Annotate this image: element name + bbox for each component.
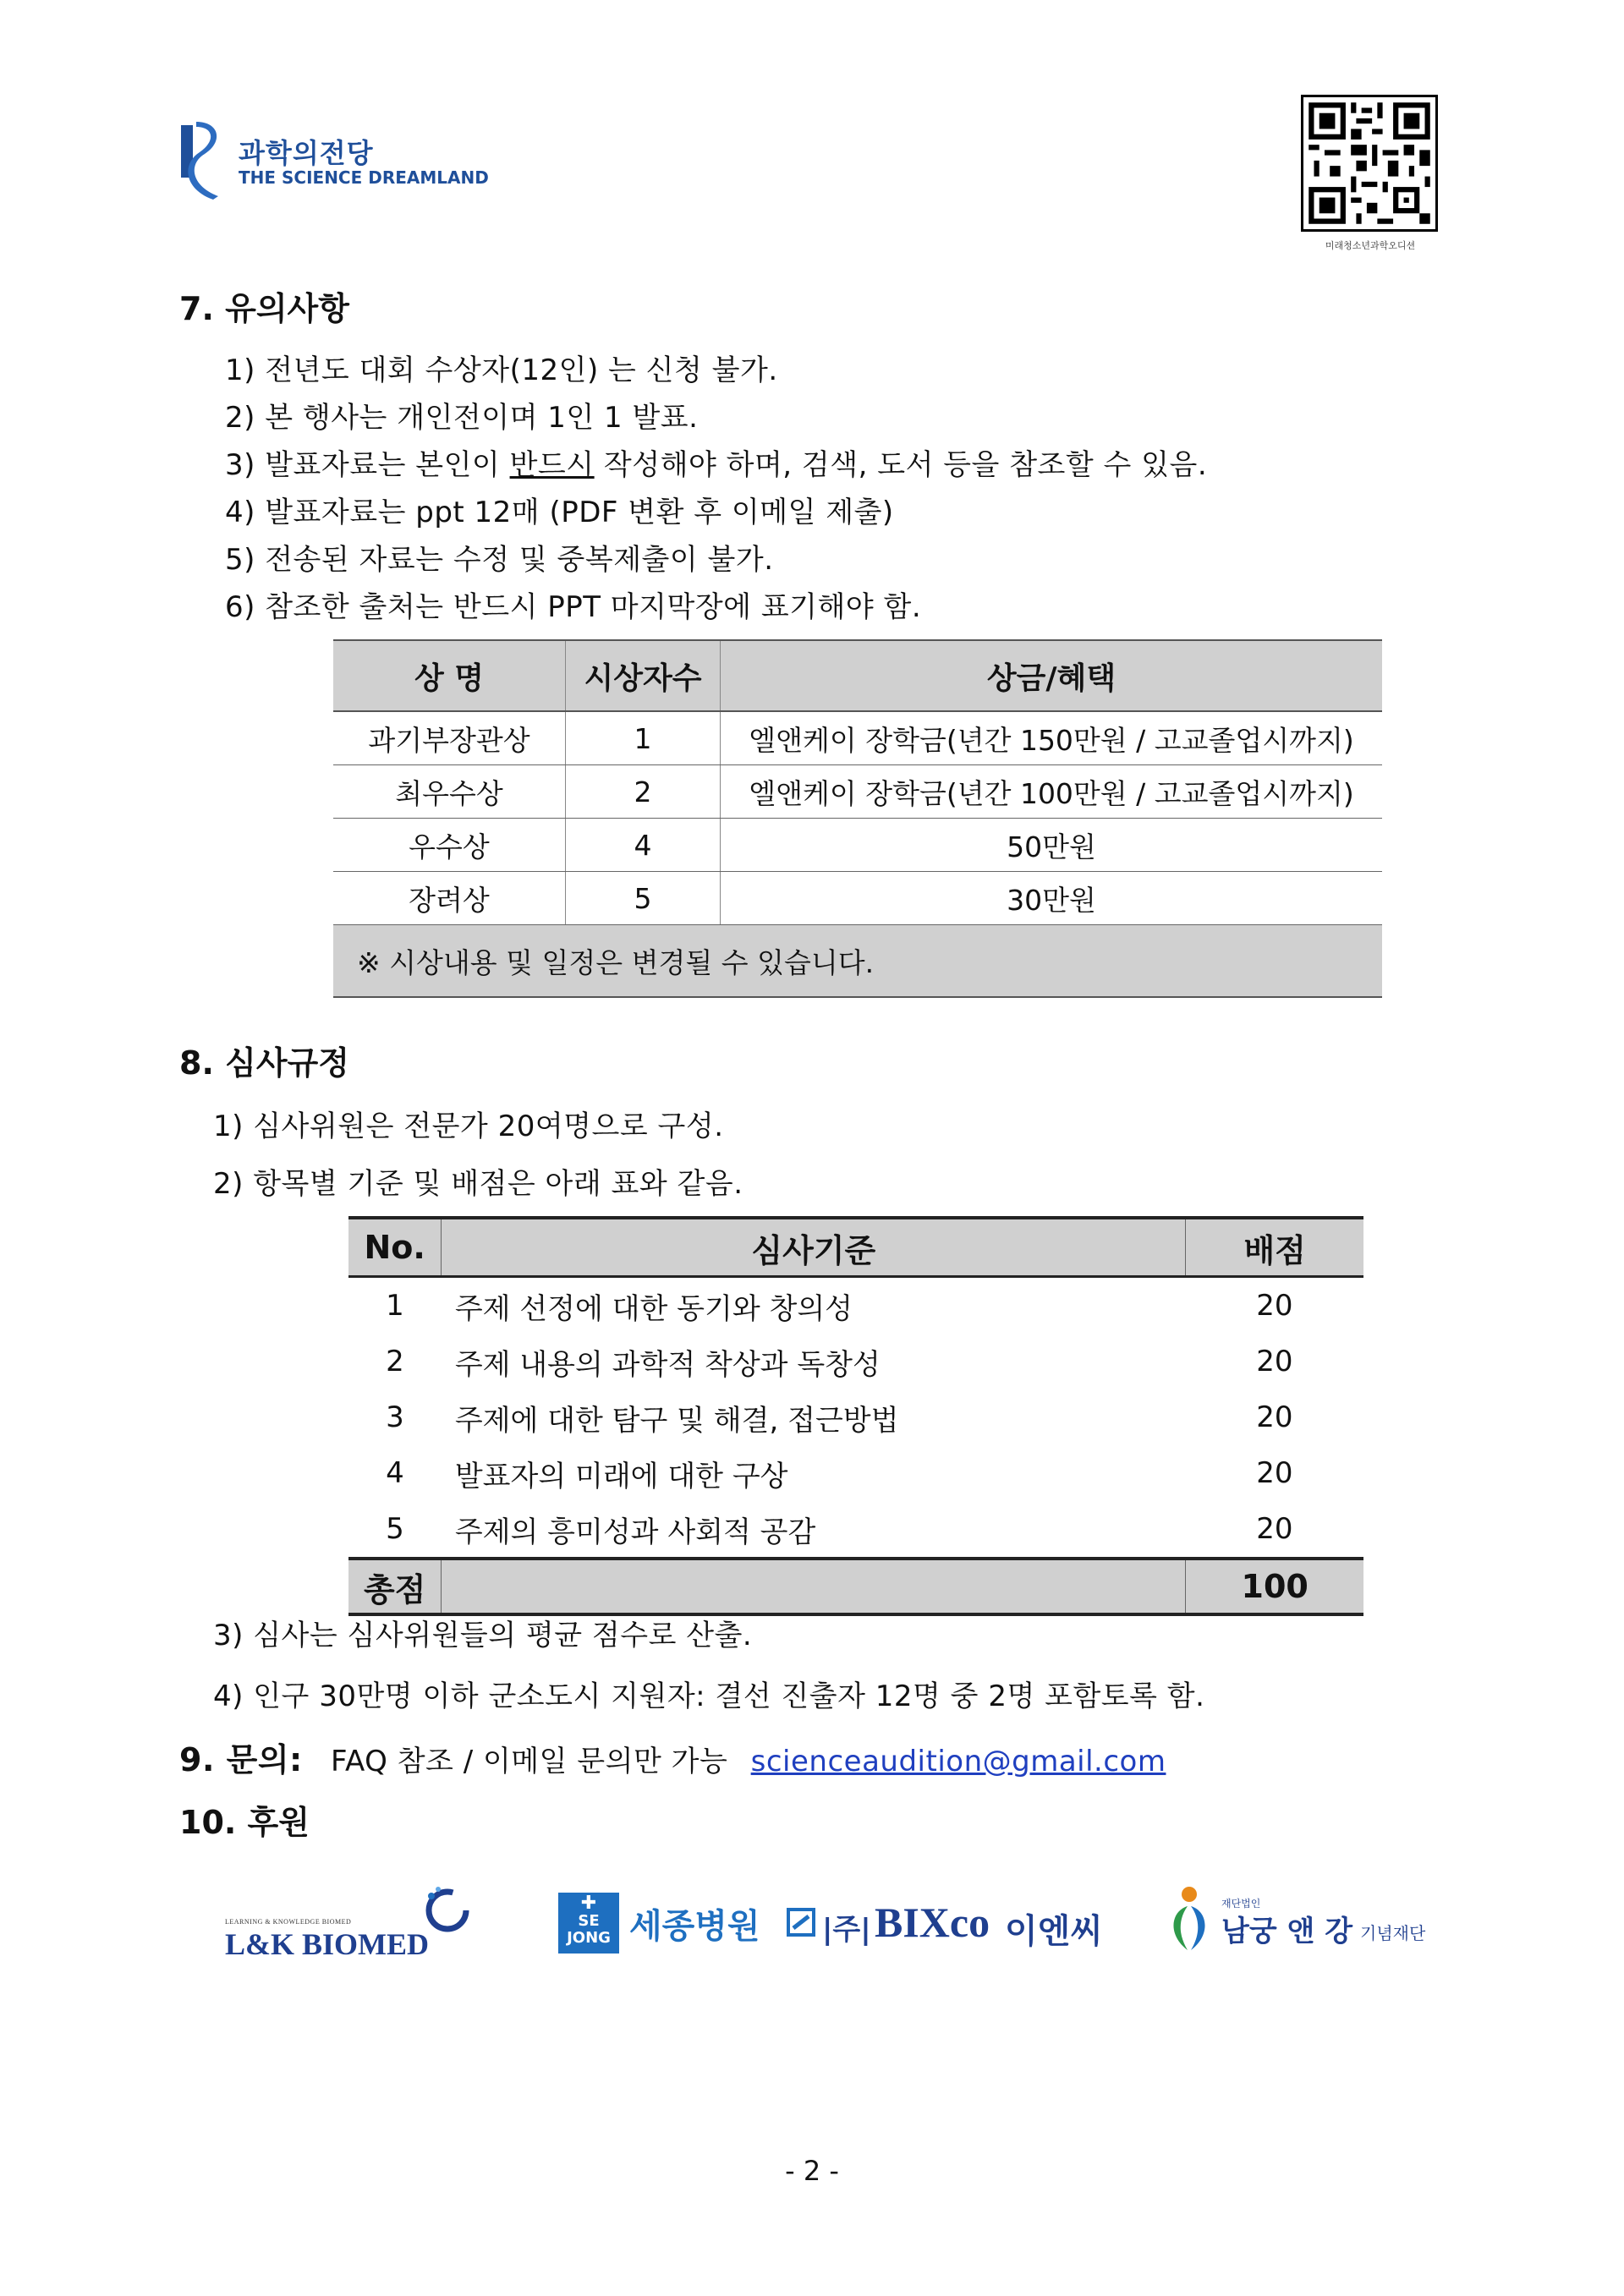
section-8-item-3: 3) 심사는 심사위원들의 평균 점수로 산출. <box>213 1619 753 1652</box>
table-row <box>333 819 1382 872</box>
award-prize: 30만원 <box>721 872 1383 925</box>
section-7-item-1: 1) 전년도 대회 수상자(12인) 는 신청 불가. <box>225 353 778 387</box>
table-row <box>333 711 1382 765</box>
award-prize: 엘앤케이 장학금(년간 150만원 / 고교졸업시까지) <box>721 711 1383 765</box>
awards-table <box>333 639 1382 998</box>
section-7-item-3-pre: 3) 발표자료는 본인이 <box>225 448 510 482</box>
award-count: 1 <box>566 711 721 765</box>
section-7-item-3 <box>225 441 1207 483</box>
section-10-title: 10. 후원 <box>179 1804 310 1841</box>
logo-mark-icon <box>179 117 230 201</box>
criteria-text: 주제의 흥미성과 사회적 공감 <box>454 1515 816 1549</box>
table-row <box>348 1277 1363 1334</box>
criteria-text: 주제 선정에 대한 동기와 창의성 <box>454 1291 853 1326</box>
criteria-no: 1 <box>386 1289 404 1323</box>
criteria-table-header <box>348 1218 1363 1277</box>
section-9-text: FAQ 참조 / 이메일 문의만 가능 <box>331 1745 728 1778</box>
criteria-total-label: 총점 <box>348 1559 442 1614</box>
table-row <box>348 1445 1363 1501</box>
criteria-text: 주제에 대한 탐구 및 해결, 접근방법 <box>454 1403 899 1438</box>
awards-note: ※ 시상내용 및 일정은 변경될 수 있습니다. <box>333 925 1382 998</box>
section-8-item-2: 2) 항목별 기준 및 배점은 아래 표와 같음. <box>213 1167 743 1201</box>
bixco-logo <box>787 1894 1116 1954</box>
sejong-hospital-logo <box>558 1888 761 1955</box>
section-8-title: 8. 심사규정 <box>179 1044 349 1082</box>
award-prize: 엘앤케이 장학금(년간 100만원 / 고교졸업시까지) <box>721 765 1383 819</box>
criteria-score: 20 <box>1256 1345 1293 1378</box>
criteria-text: 주제 내용의 과학적 착상과 독창성 <box>454 1347 881 1382</box>
section-7-item-3-post: 작성해야 하며, 검색, 도서 등을 참조할 수 있음. <box>594 448 1208 482</box>
qr-code[interactable] <box>1301 95 1438 232</box>
criteria-no: 2 <box>386 1345 404 1378</box>
lk-biomed-logo <box>225 1884 479 1960</box>
page-number: - 2 - <box>785 2155 839 2187</box>
section-7-item-3-underlined: 반드시 <box>509 448 595 482</box>
awards-header-prize: 상금/혜택 <box>721 640 1383 711</box>
award-name: 장려상 <box>333 872 566 925</box>
section-7-item-5: 5) 전송된 자료는 수정 및 중복제출이 불가. <box>225 543 774 577</box>
table-row <box>333 765 1382 819</box>
namgung-suffix: 기념재단 <box>1360 1923 1426 1943</box>
awards-table-header <box>333 640 1382 711</box>
sejong-name: 세종병원 <box>629 1907 760 1946</box>
award-count: 4 <box>566 819 721 872</box>
namgung-name: 남궁 앤 강 <box>1221 1915 1353 1948</box>
table-row <box>348 1334 1363 1389</box>
namgung-leaf-icon <box>1166 1884 1213 1955</box>
criteria-no: 4 <box>386 1456 404 1490</box>
lk-biomed-small-text: LEARNING & KNOWLEDGE BIOMED <box>225 1918 352 1926</box>
award-count: 2 <box>566 765 721 819</box>
award-name: 최우수상 <box>333 765 566 819</box>
section-7-title: 7. 유의사항 <box>179 290 349 327</box>
bixco-mark-icon <box>787 1908 815 1937</box>
qr-caption: 미래청소년과학오디션 <box>1325 240 1416 251</box>
contact-email-link[interactable]: scienceaudition@gmail.com <box>750 1745 1166 1778</box>
award-name: 과기부장관상 <box>333 711 566 765</box>
criteria-score: 20 <box>1256 1512 1293 1546</box>
criteria-header-criteria: 심사기준 <box>442 1218 1186 1277</box>
namgung-small-text: 재단법인 <box>1221 1898 1261 1910</box>
namgung-foundation-logo <box>1166 1879 1426 1964</box>
criteria-no: 5 <box>386 1512 404 1546</box>
criteria-score: 20 <box>1256 1289 1293 1323</box>
section-7-item-6: 6) 참조한 출처는 반드시 PPT 마지막장에 표기해야 함. <box>225 590 922 624</box>
criteria-table <box>348 1216 1363 1616</box>
award-name: 우수상 <box>333 819 566 872</box>
awards-header-name: 상 명 <box>333 640 566 711</box>
criteria-text: 발표자의 미래에 대한 구상 <box>454 1459 788 1493</box>
criteria-total-empty <box>442 1559 1186 1614</box>
table-row <box>348 1389 1363 1445</box>
criteria-header-no: No. <box>348 1218 442 1277</box>
criteria-score: 20 <box>1256 1400 1293 1434</box>
award-count: 5 <box>566 872 721 925</box>
lk-biomed-ring-icon <box>421 1884 474 1937</box>
bixco-prefix: |주| <box>822 1913 871 1947</box>
sejong-badge <box>558 1893 619 1954</box>
criteria-score: 20 <box>1256 1456 1293 1490</box>
section-9 <box>179 1734 1166 1780</box>
criteria-no: 3 <box>386 1400 404 1434</box>
lk-biomed-text: L&K BIOMED <box>225 1927 430 1961</box>
table-row <box>348 1501 1363 1559</box>
awards-header-count: 시상자수 <box>566 640 721 711</box>
award-prize: 50만원 <box>721 819 1383 872</box>
plus-icon: ✚ <box>580 1893 597 1914</box>
table-row <box>333 872 1382 925</box>
awards-note-row <box>333 925 1382 998</box>
sejong-badge-top: SE <box>578 1912 600 1930</box>
logo-english-text: THE SCIENCE DREAMLAND <box>239 167 489 188</box>
section-7-item-4: 4) 발표자료는 ppt 12매 (PDF 변환 후 이메일 제출) <box>225 496 894 529</box>
section-8-item-4: 4) 인구 30만명 이하 군소도시 지원자: 결선 진출자 12명 중 2명 포함토록 함. <box>213 1680 1205 1713</box>
criteria-total-row <box>348 1559 1363 1614</box>
criteria-header-score: 배점 <box>1186 1218 1363 1277</box>
section-9-title: 9. 문의: <box>179 1741 303 1778</box>
qr-code-icon <box>1303 97 1435 229</box>
science-dreamland-logo <box>179 117 489 201</box>
sejong-badge-bottom: JONG <box>567 1929 611 1947</box>
logo-korean-text: 과학의전당 <box>239 137 374 169</box>
section-8-item-1: 1) 심사위원은 전문가 20여명으로 구성. <box>213 1110 724 1143</box>
section-7-item-2: 2) 본 행사는 개인전이며 1인 1 발표. <box>225 401 699 435</box>
bixco-korean: 이엔씨 <box>1005 1912 1103 1951</box>
bixco-name: BIXco <box>875 1899 990 1946</box>
criteria-total-value: 100 <box>1186 1559 1363 1614</box>
